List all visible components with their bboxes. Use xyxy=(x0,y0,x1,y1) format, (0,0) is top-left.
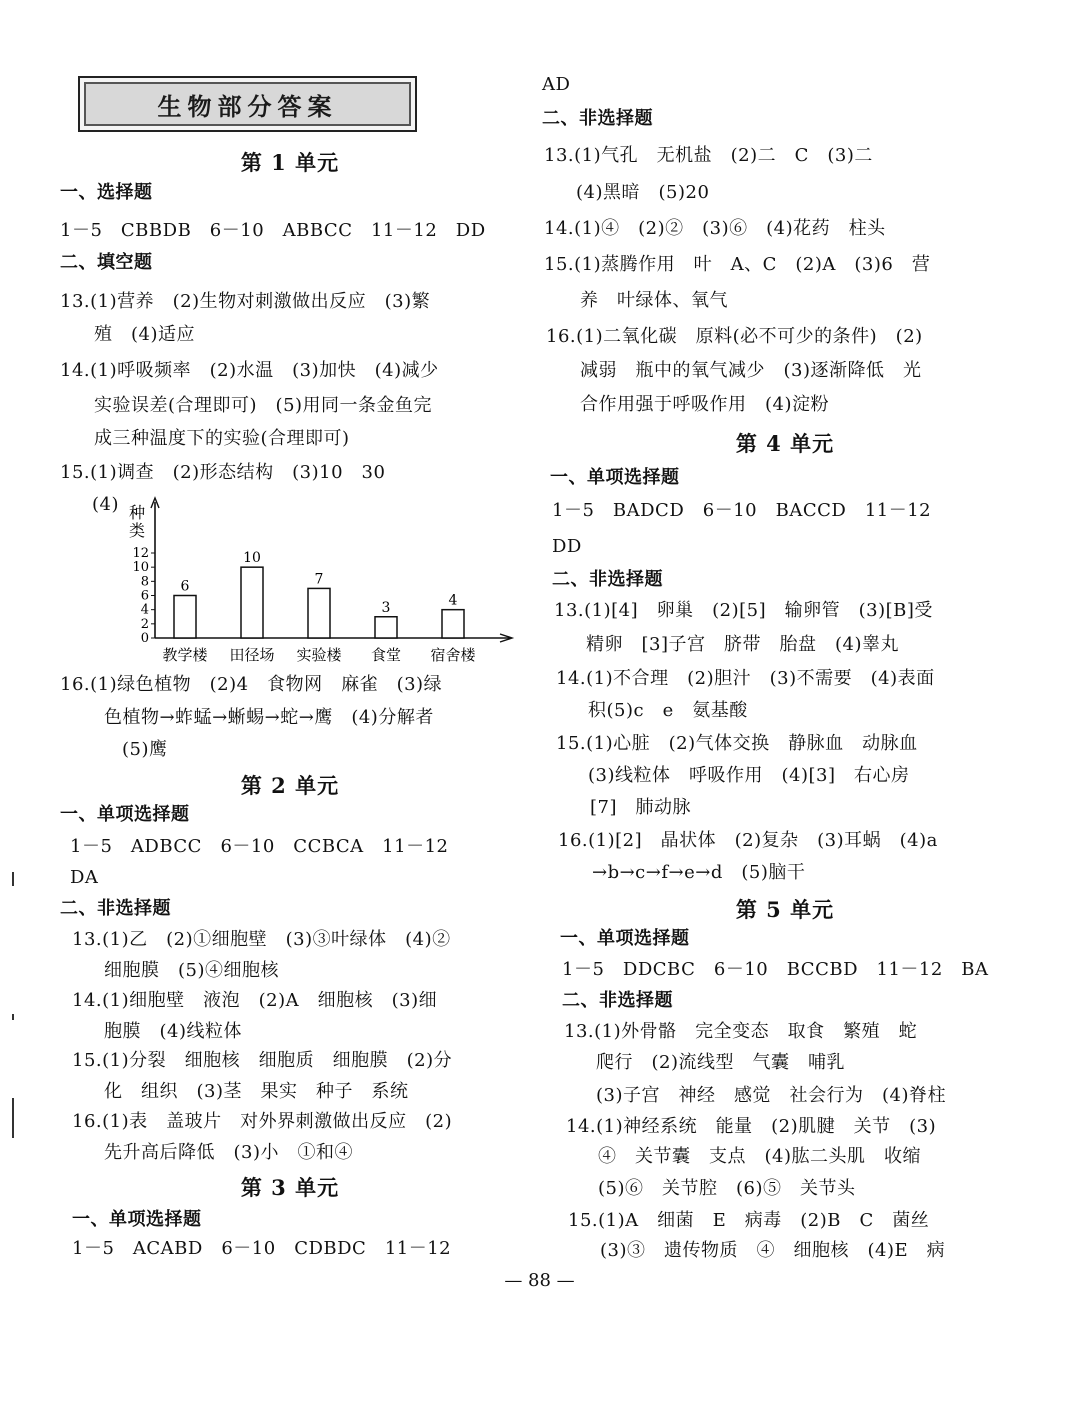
bar-value-label: 7 xyxy=(314,571,324,588)
section-heading: 一、单项选择题 xyxy=(72,1209,202,1230)
unit-5-title: 第 5 单元 xyxy=(735,897,835,922)
answer-line: 1－5 ADBCC 6－10 CCBCA 11－12 xyxy=(70,836,449,857)
x-category-label: 实验楼 xyxy=(296,646,342,664)
section-banner: 生物部分答案 xyxy=(78,76,417,132)
answer-line: (4)黑暗 (5)20 xyxy=(576,182,710,203)
answer-line: 13.(1)气孔 无机盐 (2)二 C (3)二 xyxy=(544,145,873,166)
answer-line: AD xyxy=(542,74,571,95)
answer-line: 化 组织 (3)茎 果实 种子 系统 xyxy=(104,1081,409,1102)
answer-line: 胞膜 (4)线粒体 xyxy=(104,1021,242,1042)
margin-mark xyxy=(12,872,14,886)
answer-line: 1－5 ACABD 6－10 CDBDC 11－12 xyxy=(72,1238,452,1259)
answer-line: 实验误差(合理即可) (5)用同一条金鱼完 xyxy=(94,395,433,416)
bar-value-label: 3 xyxy=(381,599,391,616)
answer-line: 15.(1)A 细菌 E 病毒 (2)B C 菌丝 xyxy=(568,1210,930,1231)
unit-2-title: 第 2 单元 xyxy=(240,773,340,798)
answer-line: [7] 肺动脉 xyxy=(590,797,691,818)
bar-食堂 xyxy=(375,617,397,638)
answer-line: 成三种温度下的实验(合理即可) xyxy=(94,428,350,449)
section-heading: 二、非选择题 xyxy=(552,569,663,590)
answer-line: 13.(1)乙 (2)①细胞壁 (3)③叶绿体 (4)② xyxy=(72,929,451,950)
answer-line: 1－5 BADCD 6－10 BACCD 11－12 xyxy=(552,500,932,521)
bar-宿舍楼 xyxy=(442,610,464,638)
answer-line: 1－5 DDCBC 6－10 BCCBD 11－12 BA xyxy=(562,959,989,980)
answer-line: 16.(1)[2] 晶状体 (2)复杂 (3)耳蜗 (4)a xyxy=(558,830,938,851)
answer-line: 15.(1)分裂 细胞核 细胞质 细胞膜 (2)分 xyxy=(72,1050,453,1071)
y-axis-label: 种 xyxy=(128,503,146,522)
answer-line: 色植物→蚱蜢→蜥蜴→蛇→鹰 (4)分解者 xyxy=(104,707,434,728)
answer-line: 1－5 CBBDB 6－10 ABBCC 11－12 DD xyxy=(60,220,486,241)
section-heading: 二、非选择题 xyxy=(542,108,653,129)
bar-value-label: 4 xyxy=(448,592,458,609)
answer-line: ④ 关节囊 支点 (4)肱二头肌 收缩 xyxy=(598,1146,921,1167)
bar-教学楼 xyxy=(174,596,196,639)
answer-line: →b→c→f→e→d (5)脑干 xyxy=(592,862,806,883)
bar-实验楼 xyxy=(308,588,330,638)
answer-line: (5)鹰 xyxy=(122,739,168,760)
x-category-label: 田径场 xyxy=(229,646,275,664)
answer-line: 减弱 瓶中的氧气减少 (3)逐渐降低 光 xyxy=(580,360,922,381)
margin-mark xyxy=(12,1098,14,1138)
answer-line: 15.(1)蒸腾作用 叶 A、C (2)A (3)6 营 xyxy=(544,254,931,275)
y-axis-label: 类 xyxy=(128,521,146,540)
answer-line: DD xyxy=(552,536,582,557)
answer-line: (5)⑥ 关节腔 (6)⑤ 关节头 xyxy=(598,1178,856,1199)
y-tick-label: 8 xyxy=(140,574,149,590)
answer-line: 16.(1)绿色植物 (2)4 食物网 麻雀 (3)绿 xyxy=(60,674,443,695)
x-category-label: 宿舍楼 xyxy=(430,646,476,664)
bar-value-label: 6 xyxy=(180,578,190,595)
y-tick-label: 12 xyxy=(132,546,149,561)
x-category-label: 食堂 xyxy=(370,646,402,664)
answer-line: 13.(1)[4] 卵巢 (2)[5] 输卵管 (3)[B]受 xyxy=(554,600,933,621)
answer-line: 13.(1)营养 (2)生物对刺激做出反应 (3)繁 xyxy=(60,291,431,312)
answer-line: (3)③ 遗传物质 ④ 细胞核 (4)E 病 xyxy=(600,1240,946,1261)
answer-line: DA xyxy=(70,867,99,888)
bar-田径场 xyxy=(241,567,263,638)
section-heading: 二、非选择题 xyxy=(562,990,673,1011)
answer-line: 14.(1)④ (2)② (3)⑥ (4)花药 柱头 xyxy=(544,218,886,239)
y-tick-label: 6 xyxy=(140,588,149,604)
answer-line: 16.(1)表 盖玻片 对外界刺激做出反应 (2) xyxy=(72,1111,453,1132)
unit-3-title: 第 3 单元 xyxy=(240,1175,340,1200)
answer-line: 殖 (4)适应 xyxy=(94,324,195,345)
section-heading: 二、填空题 xyxy=(60,252,153,273)
answer-line: 13.(1)外骨骼 完全变态 取食 繁殖 蛇 xyxy=(564,1021,918,1042)
y-tick-label: 10 xyxy=(132,560,149,576)
answer-line: 14.(1)细胞壁 液泡 (2)A 细胞核 (3)细 xyxy=(72,990,438,1011)
answer-line: 14.(1)神经系统 能量 (2)肌腱 关节 (3) xyxy=(566,1116,937,1137)
section-heading: 一、单项选择题 xyxy=(560,928,690,949)
section-heading: 二、非选择题 xyxy=(60,898,171,919)
y-tick-label: 2 xyxy=(140,616,149,632)
answer-line: 积(5)c e 氨基酸 xyxy=(588,700,748,721)
answer-line: (3)子宫 神经 感觉 社会行为 (4)脊柱 xyxy=(596,1085,946,1106)
unit-4-title: 第 4 单元 xyxy=(735,431,835,456)
section-heading: 一、单项选择题 xyxy=(550,467,680,488)
answer-line: (3)线粒体 呼吸作用 (4)[3] 右心房 xyxy=(588,765,910,786)
answer-line: 先升高后降低 (3)小 ①和④ xyxy=(104,1142,353,1163)
answer-line: 精卵 [3]子宫 脐带 胎盘 (4)睾丸 xyxy=(586,634,899,655)
section-heading: 一、单项选择题 xyxy=(60,804,190,825)
answer-line: 养 叶绿体、氧气 xyxy=(580,290,728,311)
answer-line: 14.(1)呼吸频率 (2)水温 (3)加快 (4)减少 xyxy=(60,360,439,381)
margin-mark xyxy=(12,1014,14,1020)
y-tick-label: 0 xyxy=(140,631,149,646)
x-category-label: 教学楼 xyxy=(162,646,208,664)
answer-line: 合作用强于呼吸作用 (4)淀粉 xyxy=(580,394,829,415)
y-tick-label: 4 xyxy=(140,602,149,618)
answer-line: 细胞膜 (5)④细胞核 xyxy=(104,960,279,981)
page-number: — 88 — xyxy=(504,1270,575,1291)
answer-line: 14.(1)不合理 (2)胆汁 (3)不需要 (4)表面 xyxy=(556,668,935,689)
answer-line: 15.(1)调查 (2)形态结构 (3)10 30 xyxy=(60,462,386,483)
section-heading: 一、选择题 xyxy=(60,182,153,203)
answer-line: 爬行 (2)流线型 气囊 哺乳 xyxy=(596,1052,845,1073)
answer-line: 15.(1)心脏 (2)气体交换 静脉血 动脉血 xyxy=(556,733,918,754)
bar-value-label: 10 xyxy=(243,550,261,567)
answer-line: 16.(1)二氧化碳 原料(必不可少的条件) (2) xyxy=(546,326,923,347)
species-bar-chart xyxy=(90,490,520,670)
unit-1-title: 第 1 单元 xyxy=(240,150,340,175)
answer-line: (4) xyxy=(92,494,119,515)
